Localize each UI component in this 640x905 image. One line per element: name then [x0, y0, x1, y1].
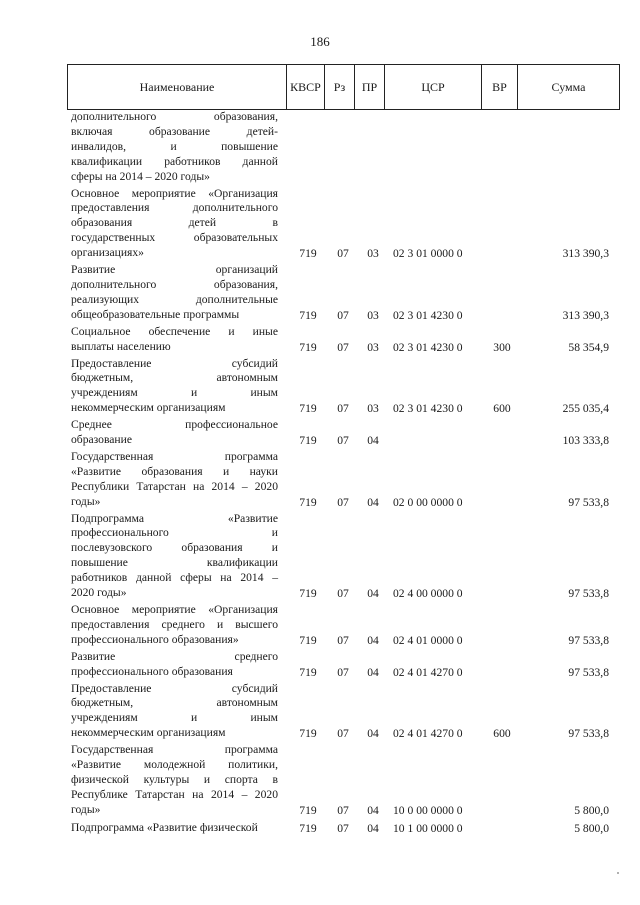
- row-name-line: 2020 годы»: [71, 586, 127, 600]
- row-name-line: Республике Татарстан на 2014 – 2020: [71, 787, 278, 801]
- table-row: [0, 418, 640, 448]
- row-name-line: Развитие среднего: [71, 649, 278, 663]
- col-header-rz: Рз: [325, 65, 355, 109]
- row-name-line: Государственная программа: [71, 449, 278, 463]
- cell-sum: 58 354,9: [568, 340, 609, 354]
- cell-sum: 97 533,8: [568, 727, 609, 741]
- table-row: [0, 682, 640, 742]
- row-name-line: послевузовского образования и: [71, 541, 278, 555]
- cell-pr: 04: [367, 587, 379, 600]
- cell-sum: 5 800,0: [574, 803, 609, 817]
- row-name-line: годы»: [71, 802, 101, 816]
- cell-rz: 07: [337, 402, 349, 416]
- row-name-line: включая образование детей-: [71, 124, 278, 138]
- row-name-line: дополнительного образования,: [71, 110, 278, 123]
- cell-rz: 07: [337, 495, 349, 509]
- row-name-line: Социальное обеспечение и иные: [71, 324, 278, 338]
- row-name-line: бюджетным, автономным: [71, 696, 278, 710]
- row-name-line: Развитие организаций: [71, 263, 278, 277]
- cell-sum: 5 800,0: [574, 821, 609, 835]
- cell-kvsr: 719: [299, 340, 317, 354]
- row-name-line: инвалидов, и повышение: [71, 139, 278, 153]
- row-name-line: бюджетным, автономным: [71, 371, 278, 385]
- cell-kvsr: 719: [299, 727, 317, 741]
- row-name-line: профессионального образования»: [71, 632, 239, 646]
- row-values: [0, 340, 640, 355]
- cell-kvsr: 719: [299, 247, 317, 261]
- cell-sum: 255 035,4: [562, 402, 609, 416]
- cell-rz: 07: [337, 727, 349, 741]
- col-header-vr: ВР: [482, 65, 518, 109]
- row-name-line: Предоставление субсидий: [71, 356, 278, 370]
- row-values: [0, 170, 640, 185]
- row-name-line: образование: [71, 433, 132, 447]
- row-name-line: «Развитие образования и науки: [71, 464, 278, 478]
- cell-rz: 07: [337, 587, 349, 600]
- cell-sum: 103 333,8: [562, 433, 609, 447]
- row-name-line: Основное мероприятие «Организация: [71, 186, 278, 200]
- cell-csr: 02 4 01 4270 0: [393, 665, 463, 679]
- row-name-line: государственных образовательных: [71, 231, 278, 245]
- table-row: [0, 821, 640, 836]
- row-name-line: Подпрограмма «Развитие: [71, 511, 278, 525]
- cell-csr: 02 4 01 0000 0: [393, 633, 463, 647]
- cell-pr: 04: [367, 633, 379, 647]
- cell-pr: 03: [367, 340, 379, 354]
- table-row: [0, 512, 640, 601]
- col-header-kvsr: КВСР: [287, 65, 325, 109]
- row-name-line: профессионального образования: [71, 664, 233, 678]
- table-row: [0, 743, 640, 818]
- scan-speck: [617, 872, 619, 874]
- cell-vr: 600: [493, 727, 511, 741]
- row-values: [0, 803, 640, 818]
- cell-kvsr: 719: [299, 587, 317, 600]
- cell-pr: 04: [367, 665, 379, 679]
- row-name-line: Основное мероприятие «Организация: [71, 603, 278, 616]
- row-values: [0, 401, 640, 416]
- row-name-line: предоставления среднего и высшего: [71, 617, 278, 631]
- table-row: [0, 263, 640, 323]
- table-header: [67, 64, 620, 110]
- row-name-line: Государственная программа: [71, 743, 278, 757]
- cell-pr: 03: [367, 308, 379, 322]
- row-name-line: Среднее профессиональное: [71, 418, 278, 432]
- row-name-line: «Развитие молодежной политики,: [71, 758, 278, 772]
- row-values: [0, 308, 640, 323]
- row-name-line: образования детей в: [71, 216, 278, 230]
- row-name-line: реализующих дополнительные: [71, 292, 278, 306]
- table-row: [0, 450, 640, 510]
- cell-kvsr: 719: [299, 665, 317, 679]
- row-name-line: выплаты населению: [71, 339, 171, 353]
- row-name-line: некоммерческим организациям: [71, 726, 226, 740]
- cell-pr: 04: [367, 803, 379, 817]
- cell-sum: 313 390,3: [562, 308, 609, 322]
- cell-csr: 02 3 01 4230 0: [393, 402, 463, 416]
- col-header-pr: ПР: [355, 65, 385, 109]
- cell-kvsr: 719: [299, 803, 317, 817]
- row-name-line: годы»: [71, 494, 101, 508]
- row-name-line: организациях»: [71, 246, 144, 260]
- table-row: [0, 357, 640, 417]
- row-name-line: квалификации работников данной: [71, 154, 278, 168]
- cell-sum: 97 533,8: [568, 587, 609, 600]
- cell-sum: 313 390,3: [562, 247, 609, 261]
- cell-kvsr: 719: [299, 633, 317, 647]
- row-values: [0, 246, 640, 261]
- cell-rz: 07: [337, 247, 349, 261]
- row-values: [0, 665, 640, 680]
- row-values: [0, 495, 640, 510]
- row-name-line: физической культуры и спорта в: [71, 772, 278, 786]
- page-number: 186: [310, 34, 330, 49]
- cell-rz: 07: [337, 665, 349, 679]
- row-values: [0, 821, 640, 836]
- cell-rz: 07: [337, 308, 349, 322]
- cell-pr: 04: [367, 727, 379, 741]
- cell-rz: 07: [337, 821, 349, 835]
- row-name-line: предоставления дополнительного: [71, 201, 278, 215]
- row-name-line: профессионального и: [71, 526, 278, 540]
- cell-kvsr: 719: [299, 402, 317, 416]
- col-header-name: Наименование: [68, 65, 287, 109]
- row-name-line: повышение квалификации: [71, 556, 278, 570]
- row-name-line: учреждениям и иным: [71, 386, 278, 400]
- cell-csr: 10 1 00 0000 0: [393, 821, 463, 835]
- row-name-line: Республики Татарстан на 2014 – 2020: [71, 479, 278, 493]
- cell-rz: 07: [337, 803, 349, 817]
- row-name-line: сферы на 2014 – 2020 годы»: [71, 169, 210, 183]
- cell-sum: 97 533,8: [568, 495, 609, 509]
- cell-rz: 07: [337, 433, 349, 447]
- cell-csr: 02 0 00 0000 0: [393, 495, 463, 509]
- table-row: [0, 325, 640, 355]
- row-name-line: дополнительного образования,: [71, 277, 278, 291]
- row-values: [0, 586, 640, 601]
- table-row: [0, 650, 640, 680]
- cell-pr: 04: [367, 433, 379, 447]
- table-row: [0, 187, 640, 262]
- row-name-line: работников данной сферы на 2014 –: [71, 571, 278, 585]
- col-header-sum: Сумма: [551, 80, 586, 94]
- cell-rz: 07: [337, 633, 349, 647]
- cell-pr: 04: [367, 495, 379, 509]
- row-values: [0, 726, 640, 741]
- cell-csr: 02 3 01 4230 0: [393, 340, 463, 354]
- cell-pr: 03: [367, 247, 379, 261]
- cell-vr: 600: [493, 402, 511, 416]
- cell-pr: 03: [367, 402, 379, 416]
- cell-rz: 07: [337, 340, 349, 354]
- row-name-line: Подпрограмма «Развитие физической: [71, 820, 258, 834]
- cell-csr: 10 0 00 0000 0: [393, 803, 463, 817]
- col-header-csr: ЦСР: [385, 65, 482, 109]
- cell-kvsr: 719: [299, 308, 317, 322]
- row-name-line: учреждениям и иным: [71, 711, 278, 725]
- budget-table-body: [0, 110, 640, 836]
- table-row: [0, 110, 640, 185]
- row-values: [0, 433, 640, 448]
- cell-csr: 02 3 01 0000 0: [393, 247, 463, 261]
- row-name-line: общеобразовательные программы: [71, 307, 240, 321]
- cell-pr: 04: [367, 821, 379, 835]
- cell-csr: 02 4 00 0000 0: [393, 587, 463, 600]
- cell-sum: 97 533,8: [568, 633, 609, 647]
- row-name-line: некоммерческим организациям: [71, 401, 226, 415]
- cell-kvsr: 719: [299, 821, 317, 835]
- cell-kvsr: 719: [299, 433, 317, 447]
- cell-csr: 02 4 01 4270 0: [393, 727, 463, 741]
- row-values: [0, 633, 640, 648]
- cell-sum: 97 533,8: [568, 665, 609, 679]
- row-name-line: Предоставление субсидий: [71, 681, 278, 695]
- cell-kvsr: 719: [299, 495, 317, 509]
- table-row: [0, 603, 640, 648]
- cell-csr: 02 3 01 4230 0: [393, 308, 463, 322]
- cell-vr: 300: [493, 340, 511, 354]
